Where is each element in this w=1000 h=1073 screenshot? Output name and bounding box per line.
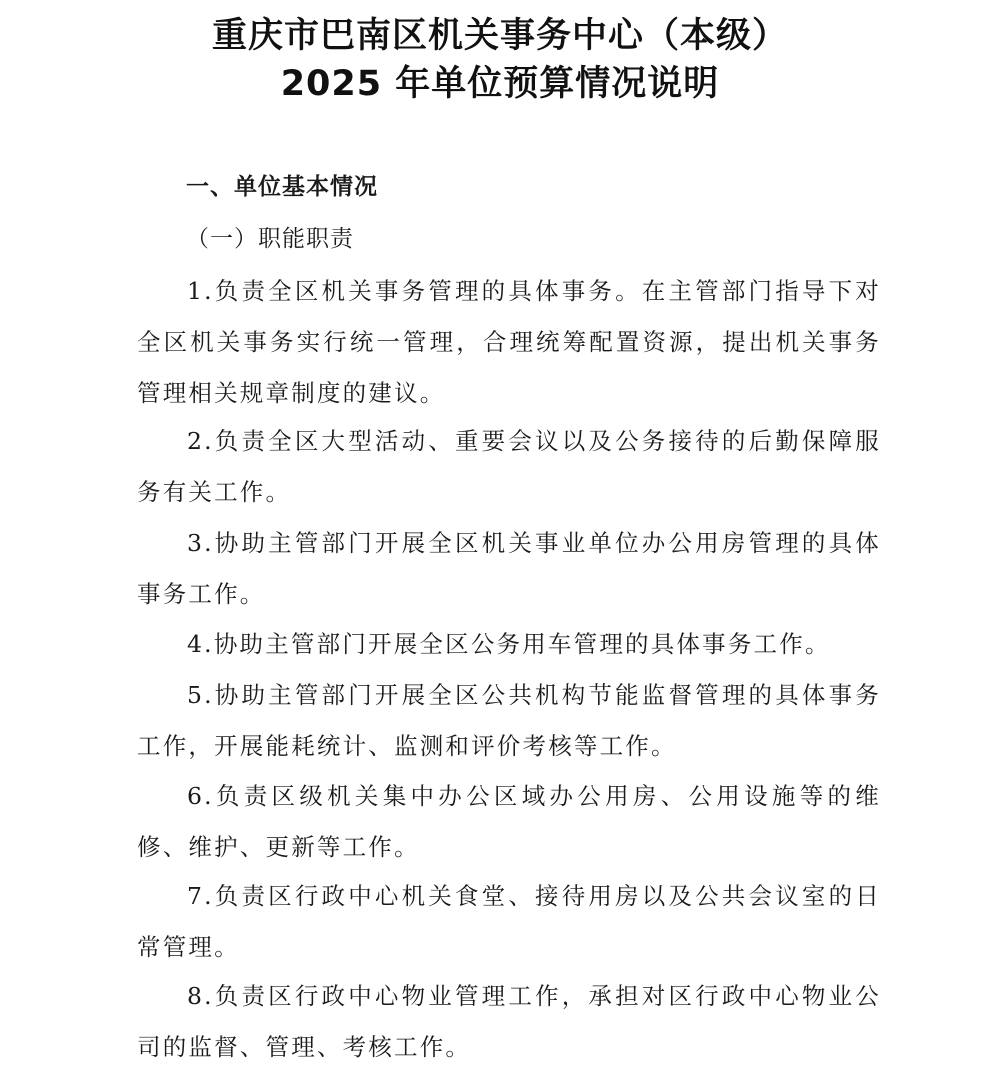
paragraph-function-5: 5.协助主管部门开展全区公共机构节能监督管理的具体事务工作，开展能耗统计、监测和评价考核等工作。 <box>137 681 881 760</box>
paragraph-function-3: 3.协助主管部门开展全区机关事业单位办公用房管理的具体事务工作。 <box>137 529 881 608</box>
paragraph-function-8: 8.负责区行政中心物业管理工作，承担对区行政中心物业公司的监督、管理、考核工作。 <box>137 982 881 1061</box>
section-heading-basic-info: 一、单位基本情况 <box>186 174 378 200</box>
paragraph-function-2: 2.负责全区大型活动、重要会议以及公务接待的后勤保障服务有关工作。 <box>137 427 881 506</box>
document-title-line1: 重庆市巴南区机关事务中心（本级） <box>211 16 788 56</box>
paragraph-function-1: 1.负责全区机关事务管理的具体事务。在主管部门指导下对全区机关事务实行统一管理，合理统筹配置资源，提出机关事务管理相关规章制度的建议。 <box>137 277 881 407</box>
paragraph-function-4: 4.协助主管部门开展全区公务用车管理的具体事务工作。 <box>187 630 831 658</box>
paragraph-function-7: 7.负责区行政中心机关食堂、接待用房以及公共会议室的日常管理。 <box>137 882 881 961</box>
paragraph-function-6: 6.负责区级机关集中办公区域办公用房、公用设施等的维修、维护、更新等工作。 <box>137 782 881 861</box>
subsection-heading-functions: （一）职能职责 <box>186 226 354 252</box>
document-title-line2: 2025 年单位预算情况说明 <box>280 64 720 104</box>
